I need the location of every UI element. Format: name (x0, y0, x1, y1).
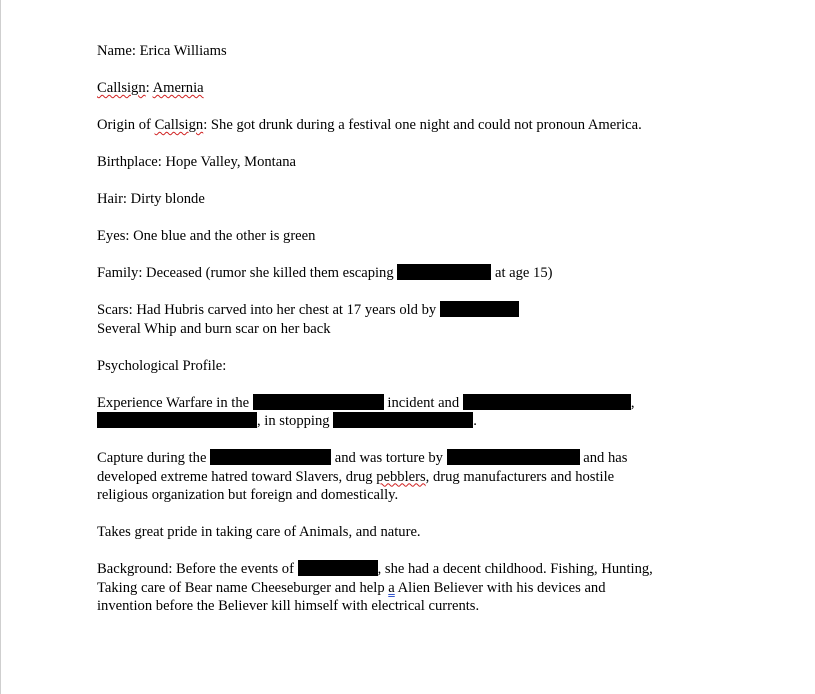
background-line-3: invention before the Believer kill himself with electrical currents. (97, 598, 480, 614)
eyes-line: Eyes: One blue and the other is green (97, 228, 316, 244)
redaction-block (463, 394, 631, 410)
redaction-block (210, 449, 331, 465)
animals-line: Takes great pride in taking care of Animals, and nature. (97, 524, 421, 540)
origin-text: : She got drunk during a festival one night and could not pronoun America. (203, 117, 642, 133)
background-line-2c: Alien Believer with his devices and (394, 579, 606, 596)
background-seg-1: Background: Before the events of (97, 561, 294, 577)
redaction-block (97, 412, 257, 428)
background-line-2b: a (388, 579, 395, 596)
warfare-block (97, 394, 717, 431)
capture-seg-3: and has (583, 450, 628, 466)
document-body[interactable] (97, 42, 717, 634)
psych-heading: Psychological Profile: (97, 357, 227, 374)
redaction-block (440, 301, 519, 317)
background-seg-2: , she had a decent childhood. Fishing, Hunting, (377, 561, 653, 577)
background-block (97, 560, 717, 616)
family-text-after: at age 15) (494, 265, 553, 281)
capture-seg-2: and was torture by (334, 450, 443, 466)
redaction-block (333, 412, 473, 428)
redaction-block (447, 449, 580, 465)
name-label: Name: (97, 43, 136, 59)
warfare-seg-4: , in stopping (257, 413, 330, 429)
capture-seg-1: Capture during the (97, 450, 207, 466)
birthplace-line: Birthplace: Hope Valley, Montana (97, 154, 296, 170)
origin-label-a: Origin of (97, 117, 155, 133)
family-text-before: Family: Deceased (rumor she killed them escaping (97, 265, 394, 281)
capture-block (97, 449, 717, 505)
warfare-seg-5: . (473, 413, 477, 429)
background-line-2a: Taking care of Bear name Cheeseburger and help (97, 579, 389, 596)
callsign-value: Amernia (152, 80, 204, 96)
warfare-seg-1: Experience Warfare in the (97, 394, 250, 411)
page-left-edge (0, 0, 1, 694)
redaction-block (397, 264, 491, 280)
capture-line-2c: , drug manufacturers and hostile (425, 468, 615, 485)
callsign-colon: : (145, 80, 150, 96)
warfare-seg-2: incident and (387, 394, 460, 411)
redaction-block (253, 394, 384, 410)
origin-line (97, 116, 717, 135)
hair-line: Hair: Dirty blonde (97, 191, 205, 207)
scars-block (97, 301, 717, 338)
callsign-label: Callsign (97, 80, 146, 96)
name-value: Erica Williams (139, 43, 227, 59)
name-line (97, 42, 717, 61)
redaction-block (298, 560, 378, 576)
capture-line-2a: developed extreme hatred toward Slavers, drug (97, 468, 377, 485)
scars-line-1: Scars: Had Hubris carved into her chest at 17 years old by (97, 302, 437, 318)
family-line (97, 264, 717, 283)
capture-line-2b: pebblers (376, 468, 426, 485)
callsign-line (97, 79, 717, 98)
origin-label-b: Callsign (154, 117, 204, 133)
capture-line-3: religious organization but foreign and domestically. (97, 487, 399, 503)
warfare-seg-3: , (630, 394, 635, 411)
scars-line-2: Several Whip and burn scar on her back (97, 320, 331, 337)
